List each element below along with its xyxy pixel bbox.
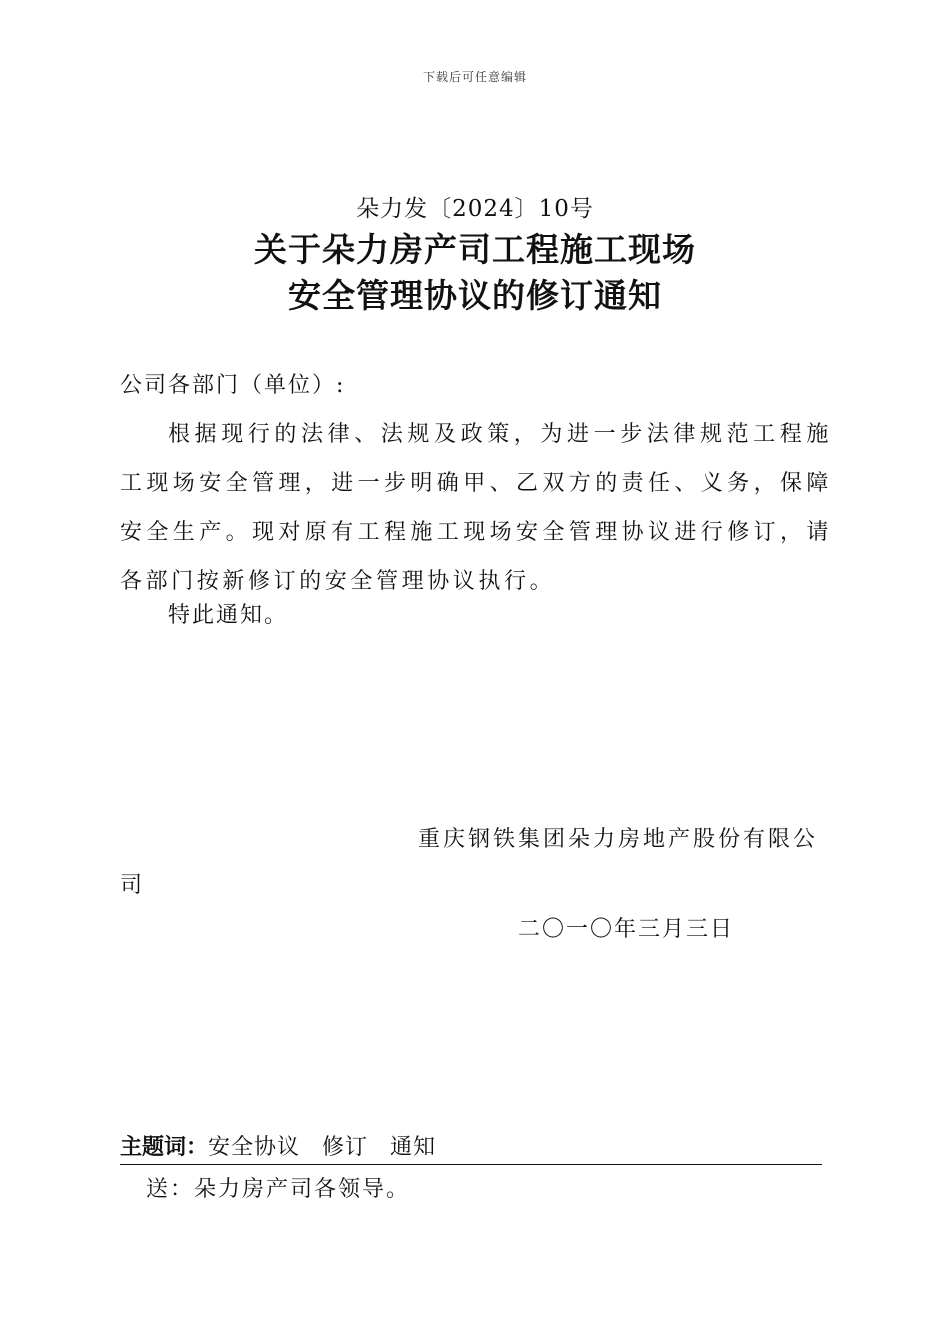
body-paragraph: 根据现行的法律、法规及政策，为进一步法律规范工程施工现场安全管理，进一步明确甲、乙双方的责任、义务，保障安全生产。现对原有工程施工现场安全管理协议进行修订，请各部门按新修订的安全管理协议执行。 — [120, 422, 832, 594]
signature-date: 二〇一〇年三月三日 — [518, 917, 735, 942]
document-number: 朵力发〔2024〕10号 — [356, 196, 594, 222]
keyword-item: 通知 — [390, 1135, 437, 1160]
closing-text: 特此通知。 — [168, 603, 289, 628]
salutation: 公司各部门（单位）: — [120, 373, 346, 398]
header-note: 下载后可任意编辑 — [422, 70, 527, 84]
title-line-1: 关于朵力房产司工程施工现场 — [254, 230, 696, 269]
distribution-line: 送：朵力房产司各领导。 — [146, 1177, 411, 1202]
keywords-label: 主题词： — [120, 1135, 209, 1160]
title-line-2: 安全管理协议的修订通知 — [288, 276, 662, 315]
keyword-item: 安全协议 — [208, 1135, 301, 1160]
signature-company-continued: 司 — [120, 873, 143, 898]
signature-company: 重庆钢铁集团朵力房地产股份有限公 — [418, 827, 819, 852]
keyword-item: 修订 — [322, 1135, 369, 1160]
keywords-line — [120, 1130, 822, 1165]
